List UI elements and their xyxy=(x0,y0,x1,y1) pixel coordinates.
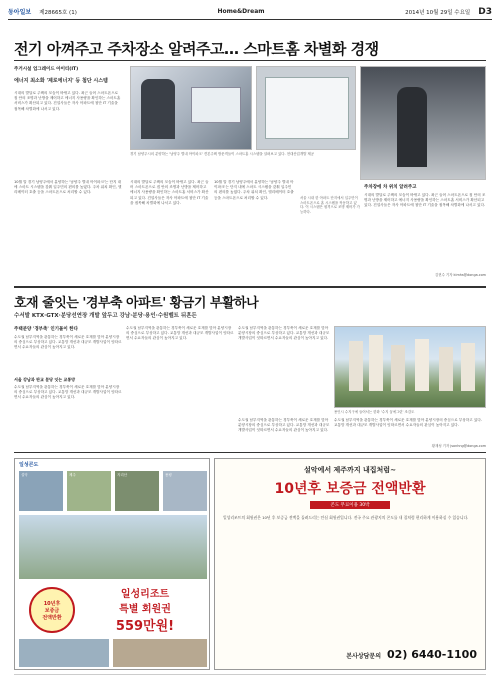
smart-home-photo xyxy=(130,66,252,150)
article2-column5: 수도권 남부지역을 관통하는 경부축이 새로운 호재를 맞아 분양시장의 중심으로 부상하고 있다. 교통망 개선과 대규모 개발사업이 잇따르면서 수요자들의 관심이 높아지고 있다. xyxy=(334,418,482,428)
photo1-caption: 경기 남양주시의 분양하는 '남양주 별내 아이파크' 견본주택 방문객들이 스마트홈 시스템을 살펴보고 있다. 현대산업개발 제공 xyxy=(130,152,314,156)
issue-number: 제28665호 (1) xyxy=(39,9,77,16)
resort-photo-3 xyxy=(113,639,207,667)
building-1 xyxy=(349,341,363,391)
article2-headline: 호재 줄잇는 '경부축 아파트' 황금기 부활하나 xyxy=(14,296,259,311)
photo2-caption: 서울 시내 한 아파트 단지에서 입주민이 스마트폰으로 홈 시스템을 작동하고 있다. 이 시스템은 원격으로 조명 제어가 가능하다. xyxy=(300,196,360,214)
article2-subhead: 수서발 KTX·GTX·분당선연장 개발 앞두고 강남·분당·용인·수원벨트 뒤흔든 xyxy=(14,313,197,319)
lobby-photo xyxy=(360,66,486,180)
person-figure xyxy=(141,79,175,139)
article2-column2: 수도권 남부지역을 관통하는 경부축이 새로운 호재를 맞아 분양시장의 중심으로 부상하고 있다. 교통망 개선과 대규모 개발사업이 잇따르면서 수요자들의 관심이 높아지고 있다. xyxy=(126,326,234,341)
newspaper-logo: 동아일보 xyxy=(8,9,32,16)
page-number: D3 xyxy=(478,6,492,17)
page-header xyxy=(8,4,492,20)
location-photo-4: 용평 xyxy=(163,471,207,511)
section-divider xyxy=(14,286,486,288)
article2-column3: 수도권 남부지역을 관통하는 경부축이 새로운 호재를 맞아 분양시장의 중심으로 부상하고 있다. 교통망 개선과 대규모 개발사업이 잇따르면서 수요자들의 관심이 높아지고 있다. xyxy=(238,326,330,341)
ad-footer-rule xyxy=(14,674,486,682)
condo-advertisement xyxy=(14,458,210,670)
article1-column2: 시대의 발달로 주택의 모습이 바뀌고 있다. 최근 들어 스마트폰으로 집 안의 조명과 난방을 제어하고 에너지 사용량을 확인하는 스마트홈 서비스가 확산되고 있다. 건설사들은 자사 아파트에 첨단 IT 기술을 접목해 차별화에 나서고 있다. xyxy=(130,180,209,205)
refund-badge: 10년후 보증금 전액반환 xyxy=(29,587,75,633)
ad-divider xyxy=(14,452,486,453)
person-figure-2 xyxy=(397,87,427,167)
phone-label: 본사상담문의 xyxy=(346,653,382,660)
apartment-rendering-photo xyxy=(334,326,486,408)
lead-subtitle: 에너지 최소화 '제로에너지' 등 첨단 시스템 xyxy=(14,78,108,84)
ad2-body: 일성리조트의 회원권은 10년 후 보증금 전액을 돌려드리는 안심 회원권입니다. 전국 주요 관광지의 콘도를 내 집처럼 편리하게 이용하실 수 있습니다. xyxy=(223,515,469,520)
article1-column1: 10월 말 경기 남양주에서 분양하는 '남양주 별내 아이파크'는 단지 내에 스마트 시스템을 갖춰 입주민의 편의를 높였다. 주차 위치 확인, 엘리베이터 호출 등을 스마트폰으로 처리할 수 있다. xyxy=(14,180,122,195)
article1-headline: 전기 아껴주고 주차장소 알려주고… 스마트홈 차별화 경쟁 xyxy=(14,40,379,58)
location-photo-3: 지리산 xyxy=(115,471,159,511)
article1-column3: 10월 말 경기 남양주에서 분양하는 '남양주 별내 아이파크'는 단지 내에 스마트 시스템을 갖춰 입주민의 편의를 높였다. 주차 위치 확인, 엘리베이터 호출 등을 스마트폰으로 처리할 수 있다. xyxy=(214,180,294,200)
right-column-title: 주차장에 차 위치 알려주고 xyxy=(364,185,417,190)
article2-column4: 수도권 남부지역을 관통하는 경부축이 새로운 호재를 맞아 분양시장의 중심으로 부상하고 있다. 교통망 개선과 대규모 개발사업이 잇따르면서 수요자들의 관심이 높아지고 있다. xyxy=(238,418,330,433)
location-photo-1: 설악 xyxy=(19,471,63,511)
article2-photo-caption: 용인시 수지구에 들어서는 한화 '수지 꿈에그린' 조감도 xyxy=(334,410,415,414)
section-title: Home&Dream xyxy=(217,8,265,15)
building-5 xyxy=(439,347,453,391)
control-panel xyxy=(191,87,241,123)
article1-right-column xyxy=(364,184,486,278)
screen-display xyxy=(265,77,349,139)
building-2 xyxy=(369,335,383,391)
article2-box-body2: 수도권 남부지역을 관통하는 경부축이 새로운 호재를 맞아 분양시장의 중심으로 부상하고 있다. 교통망 개선과 대규모 개발사업이 잇따르면서 수요자들의 관심이 높아지고 있다. xyxy=(14,385,122,400)
ad2-main: 10년후 보증금 전액반환 xyxy=(274,481,426,497)
resort-membership-ad xyxy=(214,458,486,670)
article2-box-sub: 서울 강남과 판교 분당 잇는 교통망 xyxy=(14,377,76,382)
article1-byline: 김현수 기자 kimhs@donga.com xyxy=(435,273,486,277)
control-panel-photo xyxy=(256,66,356,150)
divider xyxy=(14,60,486,61)
building-6 xyxy=(461,343,475,391)
ad1-offer: 일성리조트 특별 회원권 559만원! xyxy=(115,589,175,634)
ad1-brand: 일성콘도 xyxy=(19,462,39,468)
article2-byline: 황재성 기자 jsonhng@donga.com xyxy=(431,444,486,448)
right-column-body: 시대의 발달로 주택의 모습이 바뀌고 있다. 최근 들어 스마트폰으로 집 안의 조명과 난방을 제어하고 에너지 사용량을 확인하는 스마트홈 서비스가 확산되고 있다. 건설사들은 자사 아파트에 첨단 IT 기술을 접목해 차별화에 나서고 있다. xyxy=(364,193,486,208)
issue-date: 2014년 10월 29일 수요일 xyxy=(405,9,471,16)
article2-box-body: 수도권 남부지역을 관통하는 경부축이 새로운 호재를 맞아 분양시장의 중심으로 부상하고 있다. 교통망 개선과 대규모 개발사업이 잇따르면서 수요자들의 관심이 높아지고 있다. xyxy=(14,335,122,350)
article1-lead xyxy=(14,66,122,139)
article2-box xyxy=(14,326,122,437)
building-4 xyxy=(415,339,429,391)
ad2-phone-block xyxy=(346,648,477,661)
building-3 xyxy=(391,345,405,391)
lead-body: 시대의 발달로 주택의 모습이 바뀌고 있다. 최근 들어 스마트폰으로 집 안의 조명과 난방을 제어하고 에너지 사용량을 확인하는 스마트홈 서비스가 확산되고 있다. 건설사들은 자사 아파트에 첨단 IT 기술을 접목해 차별화에 나서고 있다. xyxy=(14,91,121,111)
resort-photo-2 xyxy=(19,639,109,667)
resort-photo xyxy=(19,515,207,579)
ad2-top: 설악에서 제주까지 내집처럼~ xyxy=(304,466,396,474)
location-photo-2: 제주 xyxy=(67,471,111,511)
ad2-note: 콘도 무료이용 30박 xyxy=(310,501,390,509)
lead-title: 주거시설 업그레이드 아이티(IT) xyxy=(14,67,79,72)
phone-number: 02) 6440-1100 xyxy=(387,648,477,661)
article2-box-title: 주택분양 '경부축' 인기몰이 한다 xyxy=(14,327,78,332)
